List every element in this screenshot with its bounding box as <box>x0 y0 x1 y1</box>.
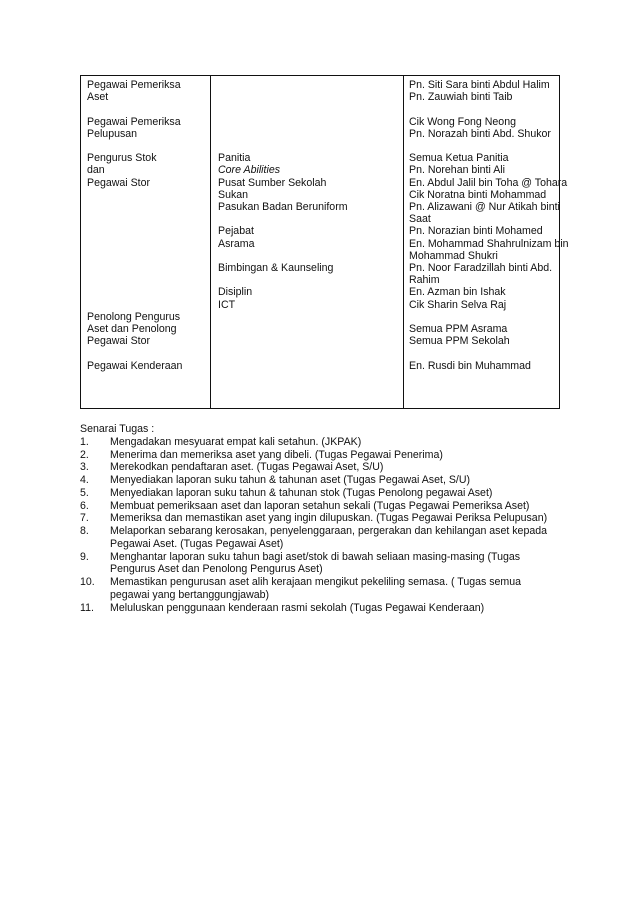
table-cell-line: Pasukan Badan Beruniform <box>218 201 348 213</box>
table-cell-line: Asrama <box>218 237 255 250</box>
table-cell-line: Pegawai Stor <box>87 176 151 189</box>
task-number: 3. <box>80 461 89 474</box>
table-cell-line: Panitia <box>218 152 251 165</box>
table-cell-line: Pegawai Pemeriksa <box>87 79 181 91</box>
task-text-line: Membuat pemeriksaan aset dan laporan setahun sekali (Tugas Pegawai Pemeriksa Aset) <box>110 499 530 512</box>
table-cell-line: Mohammad Shukri <box>409 249 498 262</box>
table-cell-line: Semua PPM Asrama <box>409 323 508 335</box>
task-number: 11. <box>80 601 94 614</box>
task-text-line: Pegawai Aset. (Tugas Pegawai Aset) <box>110 537 284 550</box>
table-cell-line: Rahim <box>409 274 440 287</box>
task-text-line: Memastikan pengurusan aset alih kerajaan mengikut pekeliling semasa. ( Tugas semua <box>110 576 522 588</box>
task-text-line: Memeriksa dan memastikan aset yang ingin dilupuskan. (Tugas Pegawai Periksa Pelupusan) <box>110 512 548 525</box>
table-column-roles <box>81 76 210 408</box>
table-cell-line: En. Rusdi bin Muhammad <box>409 359 531 372</box>
table-cell-line: En. Abdul Jalil bin Toha @ Tohara <box>409 176 568 189</box>
table-cell-line: Sukan <box>218 188 249 201</box>
table-cell-line: Pegawai Stor <box>87 335 151 348</box>
table-cell-line: Pusat Sumber Sekolah <box>218 176 327 189</box>
task-number: 2. <box>80 448 89 461</box>
task-number: 4. <box>80 474 89 486</box>
table-cell-line: Pn. Norazah binti Abd. Shukor <box>409 127 551 140</box>
task-number: 8. <box>80 525 89 537</box>
task-text-line: Menerima dan memeriksa aset yang dibeli. (Tugas Pegawai Penerima) <box>110 448 443 461</box>
table-cell-line: Pn. Norazian binti Mohamed <box>409 225 543 238</box>
task-number: 6. <box>80 499 89 512</box>
table-cell-line: Pn. Norehan binti Ali <box>409 164 505 177</box>
task-text-line: Menyediakan laporan suku tahun & tahunan stok (Tugas Penolong pegawai Aset) <box>110 486 493 499</box>
table-cell-line: Semua PPM Sekolah <box>409 335 510 348</box>
table-cell-line: Saat <box>409 213 431 226</box>
task-text-line: Merekodkan pendaftaran aset. (Tugas Pegawai Aset, S/U) <box>110 461 384 474</box>
task-number: 10. <box>80 576 95 588</box>
table-cell-line: Aset <box>87 91 109 104</box>
table-cell-line: Pn. Zauwiah binti Taib <box>409 91 513 104</box>
table-cell-line: ICT <box>218 298 236 311</box>
table-cell-line: Aset dan Penolong <box>87 323 177 335</box>
table-cell-line: Disiplin <box>218 286 253 299</box>
table-cell-line: Pegawai Kenderaan <box>87 359 183 372</box>
task-text-line: Menyediakan laporan suku tahun & tahunan aset (Tugas Pegawai Aset, S/U) <box>110 474 471 486</box>
table-cell-line: Pegawai Pemeriksa <box>87 115 181 128</box>
table-cell-line: dan <box>87 164 105 177</box>
task-number: 5. <box>80 486 89 499</box>
table-cell-line: Cik Sharin Selva Raj <box>409 298 507 311</box>
table-cell-line: Pn. Siti Sara binti Abdul Halim <box>409 79 550 91</box>
table-cell-line: En. Mohammad Shahrulnizam bin <box>409 237 569 250</box>
task-text-line: pegawai yang bertanggungjawab) <box>110 588 270 601</box>
table-cell-line: Cik Noratna binti Mohammad <box>409 188 547 201</box>
task-number: 1. <box>80 435 89 448</box>
task-text-line: Mengadakan mesyuarat empat kali setahun. (JKPAK) <box>110 435 362 448</box>
table-cell-line: Penolong Pengurus <box>87 310 181 323</box>
table-cell-line: Semua Ketua Panitia <box>409 152 509 165</box>
task-number: 9. <box>80 550 89 563</box>
table-column-officers <box>403 76 569 408</box>
task-text-line: Menghantar laporan suku tahun bagi aset/stok di bawah seliaan masing-masing (Tugas <box>110 550 521 563</box>
table-column-units <box>210 76 404 408</box>
table-cell-line: Pn. Noor Faradzillah binti Abd. <box>409 262 553 274</box>
table-cell-line: Pengurus Stok <box>87 152 157 165</box>
task-text-line: Melaporkan sebarang kerosakan, penyelenggaraan, pergerakan dan kehilangan aset kepada <box>110 525 548 537</box>
task-text-line: Meluluskan penggunaan kenderaan rasmi sekolah (Tugas Pegawai Kenderaan) <box>110 601 485 614</box>
task-text-line: Pengurus Aset dan Penolong Pengurus Aset) <box>110 563 323 576</box>
asset-roles-table <box>80 75 569 409</box>
table-cell-line: Pejabat <box>218 225 254 238</box>
table-cell-line: Pelupusan <box>87 127 138 140</box>
table-cell-line: Core Abilities <box>218 164 281 177</box>
task-list-heading: Senarai Tugas : <box>80 423 155 435</box>
table-cell-line: Cik Wong Fong Neong <box>409 115 516 128</box>
table-cell-line: Pn. Alizawani @ Nur Atikah binti <box>409 201 560 213</box>
table-cell-line: Bimbingan & Kaunseling <box>218 262 334 274</box>
task-number: 7. <box>80 512 89 525</box>
table-cell-line: En. Azman bin Ishak <box>409 286 506 299</box>
